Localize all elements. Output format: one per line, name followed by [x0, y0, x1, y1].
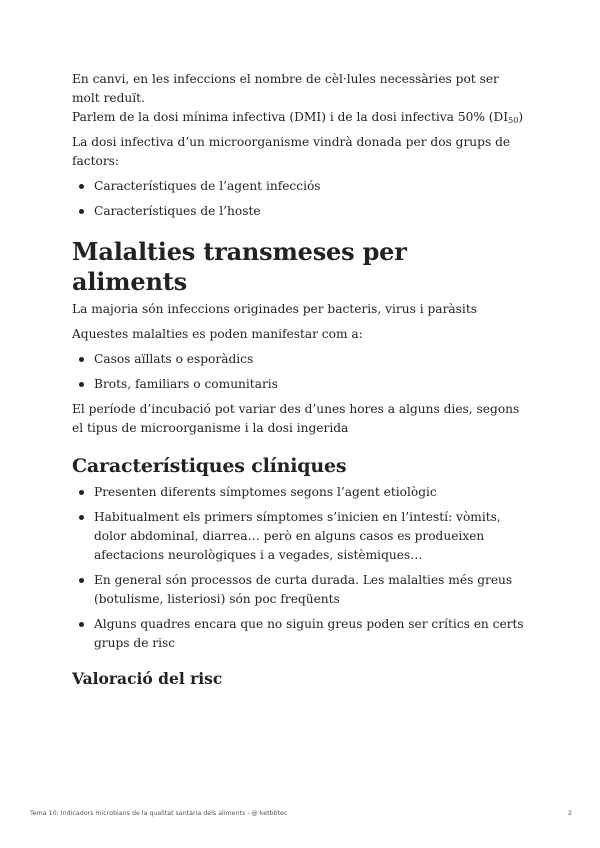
- page-footer: [30, 810, 572, 817]
- aliments-paragraph-2: Aquestes malalties es poden manifestar com a:: [72, 327, 363, 341]
- section-title-risc: Valoració del risc: [72, 669, 223, 688]
- intro-line-2: Parlem de la dosi mínima infectiva (DMI) i de la dosi infectiva 50% (DI: [72, 110, 509, 124]
- intro-paragraph: [72, 70, 524, 127]
- section-title-aliments: Malalties transmeses per aliments: [72, 237, 407, 296]
- factors-list: [72, 177, 524, 221]
- aliments-paragraph-1: La majoria són infeccions originades per bacteris, virus i paràsits: [72, 302, 477, 316]
- section-title-cliniques: Característiques clíniques: [72, 455, 347, 477]
- intro-line-2-subscript: 50: [508, 116, 519, 125]
- document-page: [72, 70, 524, 689]
- page-number: 2: [567, 810, 572, 817]
- aliments-list: [72, 350, 524, 394]
- list-item: Característiques de l’agent infecciós: [72, 177, 524, 196]
- cliniques-list: [72, 483, 524, 653]
- intro-line-1: En canvi, en les infeccions el nombre de cèl·lules necessàries pot ser molt reduït.: [72, 72, 499, 105]
- list-item: Característiques de l’hoste: [72, 202, 524, 221]
- intro-line-2-end: ): [518, 110, 524, 124]
- aliments-paragraph-3: El període d’incubació pot variar des d’unes hores a alguns dies, segons el tipus de microorganisme i la dosi ingerida: [72, 402, 520, 435]
- list-item: Presenten diferents símptomes segons l’agent etiològic: [72, 483, 524, 502]
- footer-text: Tema 10: Indicadors microbians de la qualitat santària dels aliments - @ ketbbtec: [30, 810, 288, 817]
- list-item: Alguns quadres encara que no siguin greus poden ser crítics en certs grups de risc: [72, 615, 524, 653]
- list-item: Habitualment els primers símptomes s’inicien en l’intestí: vòmits, dolor abdominal, diarrea… però en alguns casos es produeixen afectacions neurològiques i a vegades, sistèmiques…: [72, 508, 524, 565]
- factors-intro: La dosi infectiva d’un microorganisme vindrà donada per dos grups de factors:: [72, 135, 511, 168]
- list-item: Casos aïllats o esporàdics: [72, 350, 524, 369]
- list-item: En general són processos de curta durada. Les malalties més greus (botulisme, listeriosi) són poc freqüents: [72, 571, 524, 609]
- list-item: Brots, familiars o comunitaris: [72, 375, 524, 394]
